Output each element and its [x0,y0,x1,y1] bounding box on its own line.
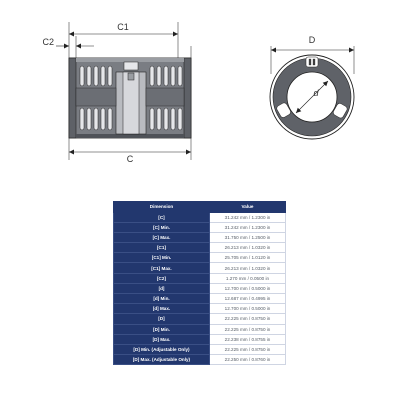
table-row [114,324,286,334]
value-cell: 1.270 mm / 0.0500 in [210,273,286,283]
value-cell: 31.242 mm / 1.2300 in [210,222,286,232]
c2-label: C2 [42,37,54,47]
dimensions-table [113,201,286,365]
value-cell: 22.225 mm / 0.8750 in [210,314,286,324]
dimension-cell: [d] [114,283,210,293]
value-cell: 26.213 mm / 1.0320 in [210,263,286,273]
c-label: C [126,154,134,164]
dimension-cell: [D] Min. (Adjustable Only) [114,344,210,354]
d-upper-label: D [308,35,316,45]
table-row [114,344,286,354]
d-lower-label: d [313,88,319,98]
table-row [114,355,286,365]
table-row [114,253,286,263]
table-row [114,222,286,232]
dimension-cell: [C] Min. [114,222,210,232]
end-view [270,35,354,139]
dimension-cell: [C] Max. [114,232,210,242]
c1-label: C1 [117,22,129,32]
dimension-cell: [D] Max. [114,334,210,344]
dimension-cell: [D] [114,314,210,324]
dimension-cell: [D] Min. [114,324,210,334]
dimension-cell: [C1] [114,243,210,253]
value-cell: 12.700 mm / 0.5000 in [210,283,286,293]
value-cell: 22.250 mm / 0.8760 in [210,355,286,365]
dimension-cell: [d] Min. [114,294,210,304]
table-row [114,263,286,273]
value-cell: 31.242 mm / 1.2300 in [210,212,286,222]
dimension-cell: [C] [114,212,210,222]
value-cell: 22.238 mm / 0.8755 in [210,334,286,344]
value-cell: 22.225 mm / 0.8750 in [210,344,286,354]
value-cell: 26.213 mm / 1.0320 in [210,243,286,253]
dimension-cell: [C1] Min. [114,253,210,263]
table-row [114,334,286,344]
side-view [42,22,191,164]
dimension-column-header: Dimension [114,202,210,213]
table-row [114,212,286,222]
dimension-cell: [d] Max. [114,304,210,314]
table-row [114,304,286,314]
dimension-cell: [C2] [114,273,210,283]
dimension-cell: [D] Max. (Adjustable Only) [114,355,210,365]
table-row [114,314,286,324]
value-cell: 12.700 mm / 0.5000 in [210,304,286,314]
dimension-cell: [C1] Max. [114,263,210,273]
table-row [114,232,286,242]
table-row [114,273,286,283]
table-row [114,243,286,253]
value-cell: 22.225 mm / 0.8750 in [210,324,286,334]
value-cell: 31.750 mm / 1.2500 in [210,232,286,242]
value-column-header: Value [210,202,286,213]
table-row [114,294,286,304]
table-row [114,283,286,293]
value-cell: 25.705 mm / 1.0120 in [210,253,286,263]
value-cell: 12.687 mm / 0.4995 in [210,294,286,304]
